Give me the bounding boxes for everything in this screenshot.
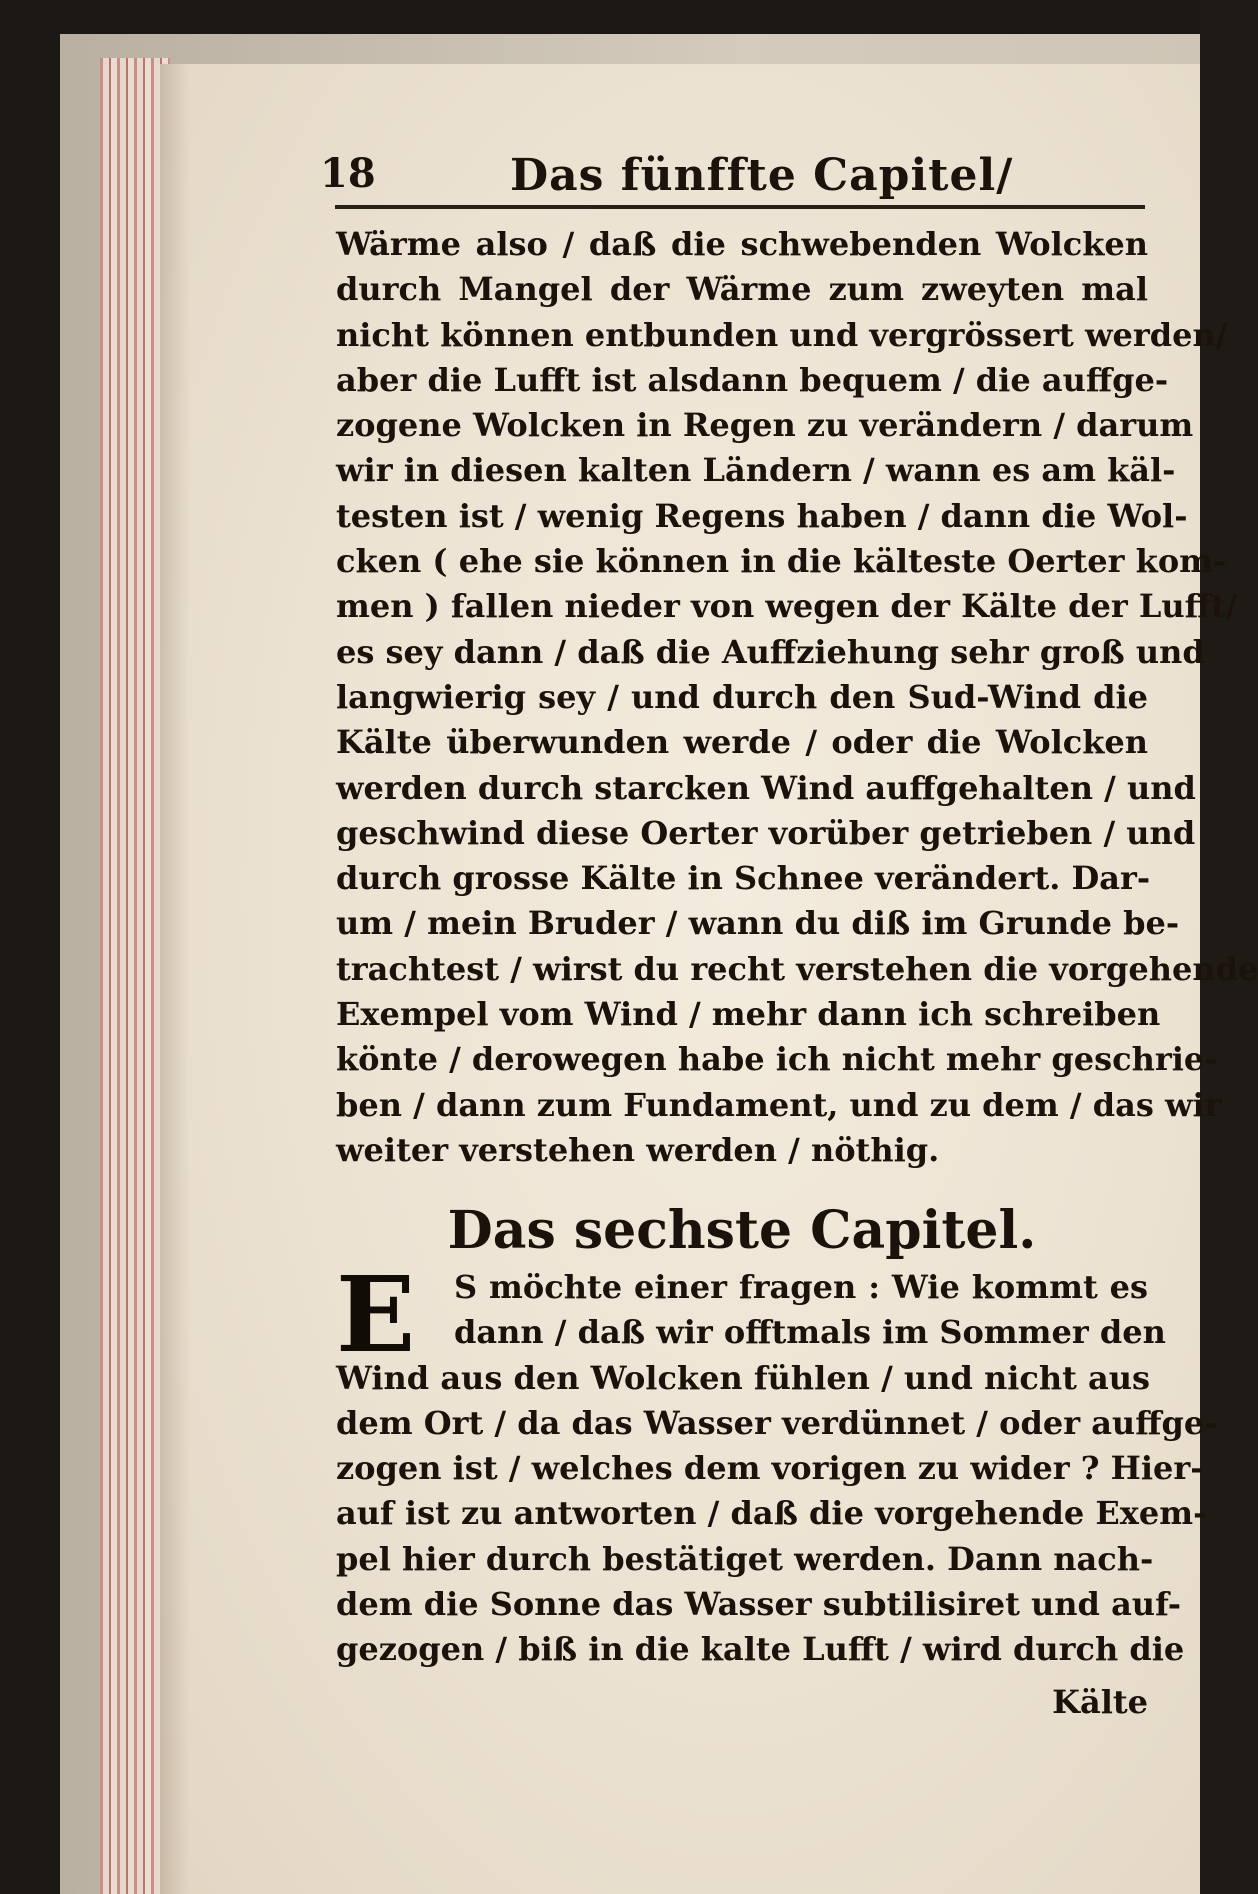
text-line: dann / daß wir offtmals im Sommer den: [454, 1313, 1166, 1352]
text-line: zogen ist / welches dem vorigen zu wider ? Hier-: [336, 1449, 1204, 1488]
chapter-six-heading: Das sechste Capitel.: [447, 1200, 1037, 1261]
text-line: testen ist / wenig Regens haben / dann die Wol-: [336, 496, 1188, 535]
text-line: geschwind diese Oerter vorüber getrieben / und: [336, 813, 1196, 852]
text-line: gezogen / biß in die kalte Lufft / wird durch die: [336, 1630, 1185, 1669]
text-line: durch grosse Kälte in Schnee verändert. Dar-: [336, 859, 1151, 898]
chapter-five-text: [336, 222, 1258, 1173]
text-line: wir in diesen kalten Ländern / wann es am käl-: [336, 451, 1176, 490]
text-line: auf ist zu antworten / daß die vorgehende Exem-: [336, 1494, 1207, 1533]
gutter-shadow: [160, 64, 190, 1894]
text-line: um / mein Bruder / wann du diß im Grunde be-: [336, 904, 1180, 943]
text-line: Wind aus den Wolcken fühlen / und nicht aus: [336, 1358, 1151, 1397]
text-line: pel hier durch bestätiget werden. Dann nach-: [336, 1539, 1154, 1578]
text-line: es sey dann / daß die Auffziehung sehr groß und: [336, 632, 1205, 671]
text-line: durch Mangel der Wärme zum zweyten mal: [336, 270, 1148, 309]
running-title: Das fünffte Capitel/: [510, 150, 1014, 201]
text-line: nicht können entbunden und vergrössert werden/: [336, 315, 1228, 354]
text-line: ben / dann zum Fundament, und zu dem / das wir: [336, 1085, 1222, 1124]
text-line: aber die Lufft ist alsdann bequem / die auffge-: [336, 360, 1169, 399]
text-line: trachtest / wirst du recht verstehen die vorgehende: [336, 949, 1258, 988]
text-line: dem die Sonne das Wasser subtilisiret und auf-: [336, 1585, 1181, 1624]
text-line: Exempel vom Wind / mehr dann ich schreiben: [336, 995, 1161, 1034]
text-line: Wärme also / daß die schwebenden Wolcken: [336, 225, 1148, 263]
catchword: Kälte: [1052, 1683, 1148, 1721]
text-line: zogene Wolcken in Regen zu verändern / darum: [336, 406, 1194, 445]
text-line: langwierig sey / und durch den Sud-Wind die: [336, 677, 1148, 716]
text-line: dem Ort / da das Wasser verdünnet / oder auffge-: [336, 1403, 1218, 1442]
text-line: weiter verstehen werden / nöthig.: [336, 1130, 940, 1169]
running-head: [320, 150, 1140, 210]
text-line: Kälte überwunden werde / oder die Wolcken: [336, 723, 1148, 762]
text-line: werden durch starcken Wind auffgehalten / und: [336, 768, 1196, 807]
text-line: cken ( ehe sie können in die kälteste Oerter kom-: [336, 542, 1227, 581]
chapter-six-text: [336, 1253, 1218, 1673]
text-line: könte / derowegen habe ich nicht mehr geschrie-: [336, 1040, 1218, 1079]
text-line: S möchte einer fragen : Wie kommt es: [454, 1268, 1148, 1306]
drop-cap-initial: E: [336, 1253, 416, 1376]
header-rule: [335, 205, 1145, 209]
page-number: 18: [320, 150, 376, 197]
text-line: men ) fallen nieder von wegen der Kälte der Lufft/: [336, 587, 1238, 626]
